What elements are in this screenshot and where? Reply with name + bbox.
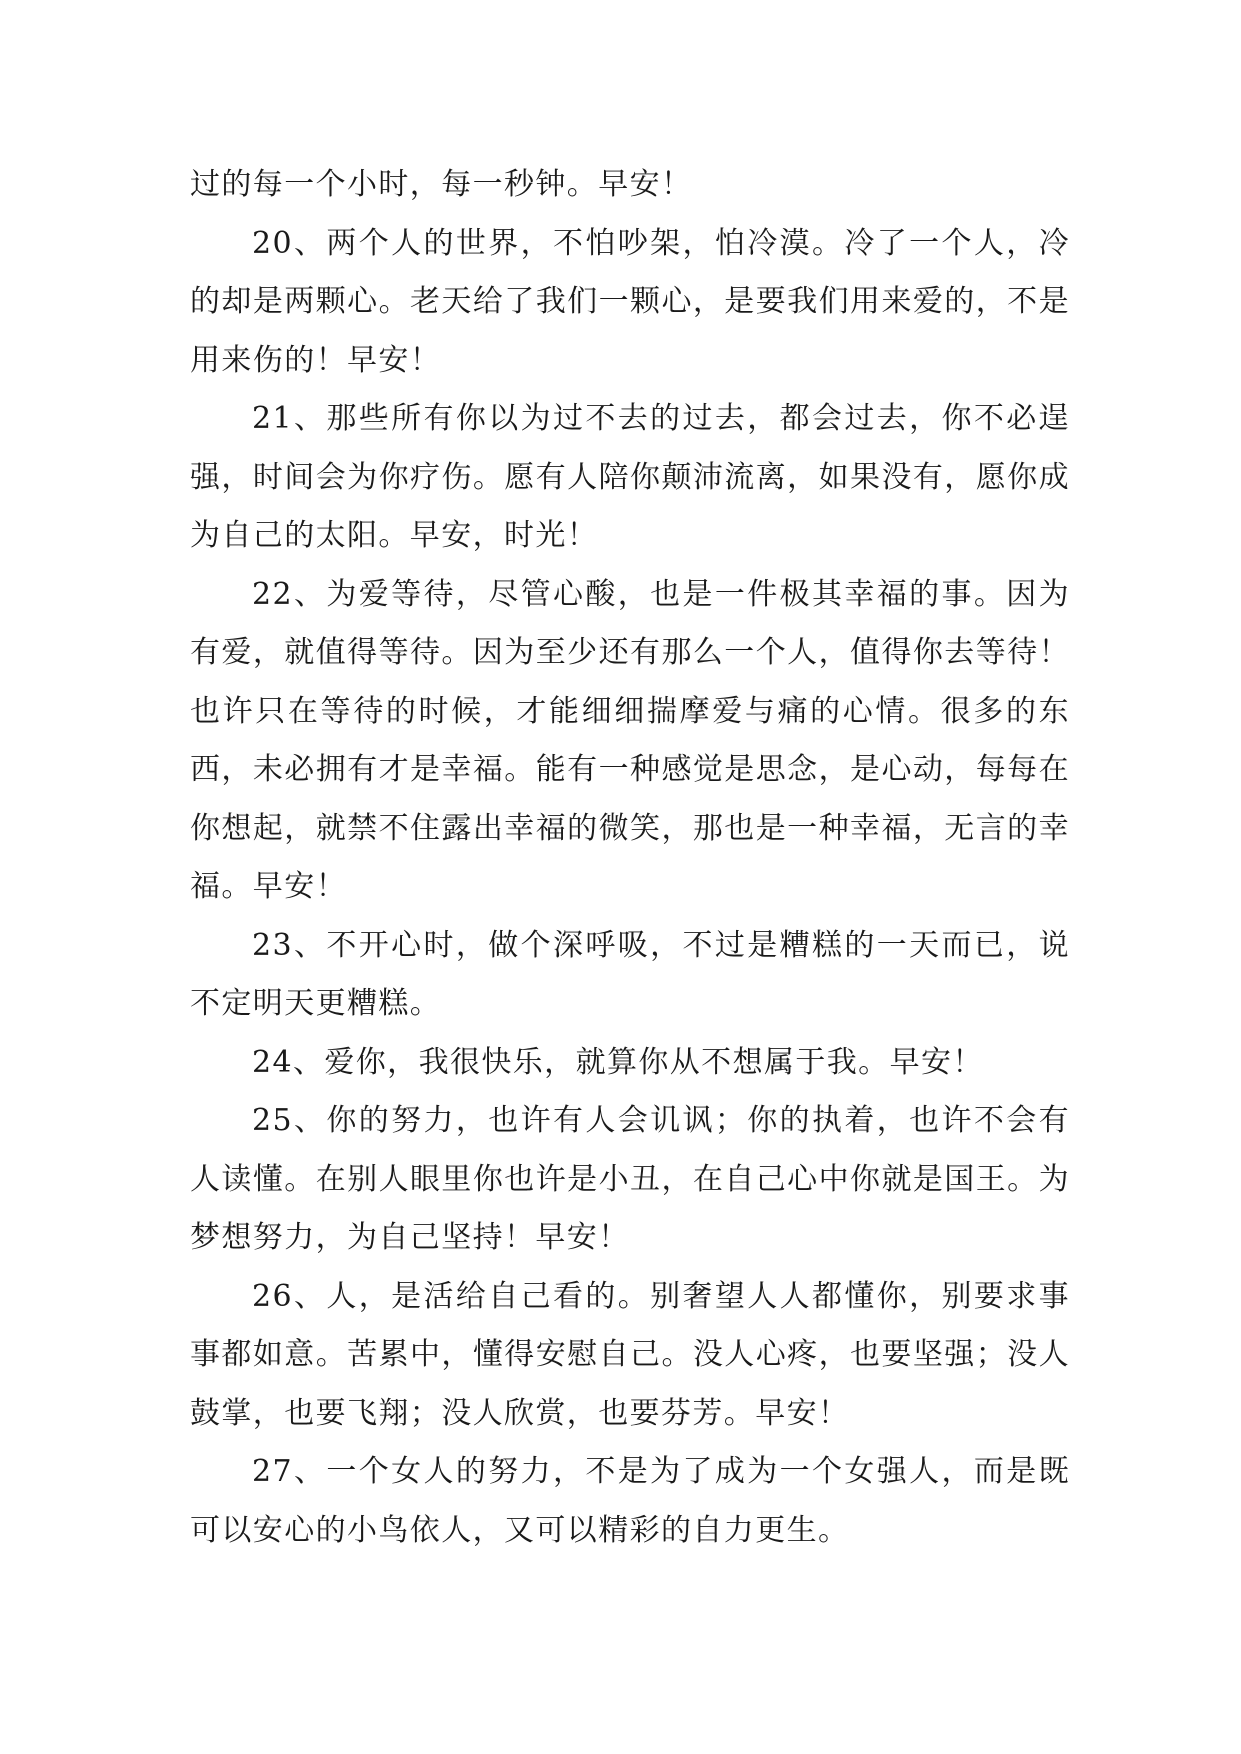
paragraph-27: 27、一个女人的努力，不是为了成为一个女强人，而是既可以安心的小鸟依人，又可以精彩的自力更生。 (190, 1454, 1070, 1548)
paragraph-20: 20、两个人的世界，不怕吵架，怕冷漠。冷了一个人，冷的却是两颗心。老天给了我们一颗心，是要我们用来爱的，不是用来伤的！早安！ (190, 225, 1070, 378)
paragraph-22: 22、为爱等待，尽管心酸，也是一件极其幸福的事。因为有爱，就值得等待。因为至少还有那么一个人，值得你去等待！也许只在等待的时候，才能细细揣摩爱与痛的心情。很多的东西，未必拥有才是幸福。能有一种感觉是思念，是心动，每每在你想起，就禁不住露出幸福的微笑，那也是一种幸福，无言的幸福。早安！ (190, 576, 1070, 904)
paragraph-21: 21、那些所有你以为过不去的过去，都会过去，你不必逞强，时间会为你疗伤。愿有人陪你颠沛流离，如果没有，愿你成为自己的太阳。早安，时光！ (190, 401, 1070, 553)
paragraph-24: 24、爱你，我很快乐，就算你从不想属于我。早安！ (252, 1044, 984, 1080)
paragraph-23: 23、不开心时，做个深呼吸，不过是糟糕的一天而已，说不定明天更糟糕。 (190, 927, 1070, 1021)
paragraph-25: 25、你的努力，也许有人会讥讽；你的执着，也许不会有人读懂。在别人眼里你也许是小丑，在自己心中你就是国王。为梦想努力，为自己坚持！早安！ (190, 1103, 1070, 1255)
paragraph-continuation: 过的每一个小时，每一秒钟。早安！ (190, 167, 693, 202)
document-body (190, 156, 1070, 1560)
paragraph-26: 26、人，是活给自己看的。别奢望人人都懂你，别要求事事都如意。苦累中，懂得安慰自己。没人心疼，也要坚强；没人鼓掌，也要飞翔；没人欣赏，也要芬芳。早安！ (190, 1278, 1070, 1431)
